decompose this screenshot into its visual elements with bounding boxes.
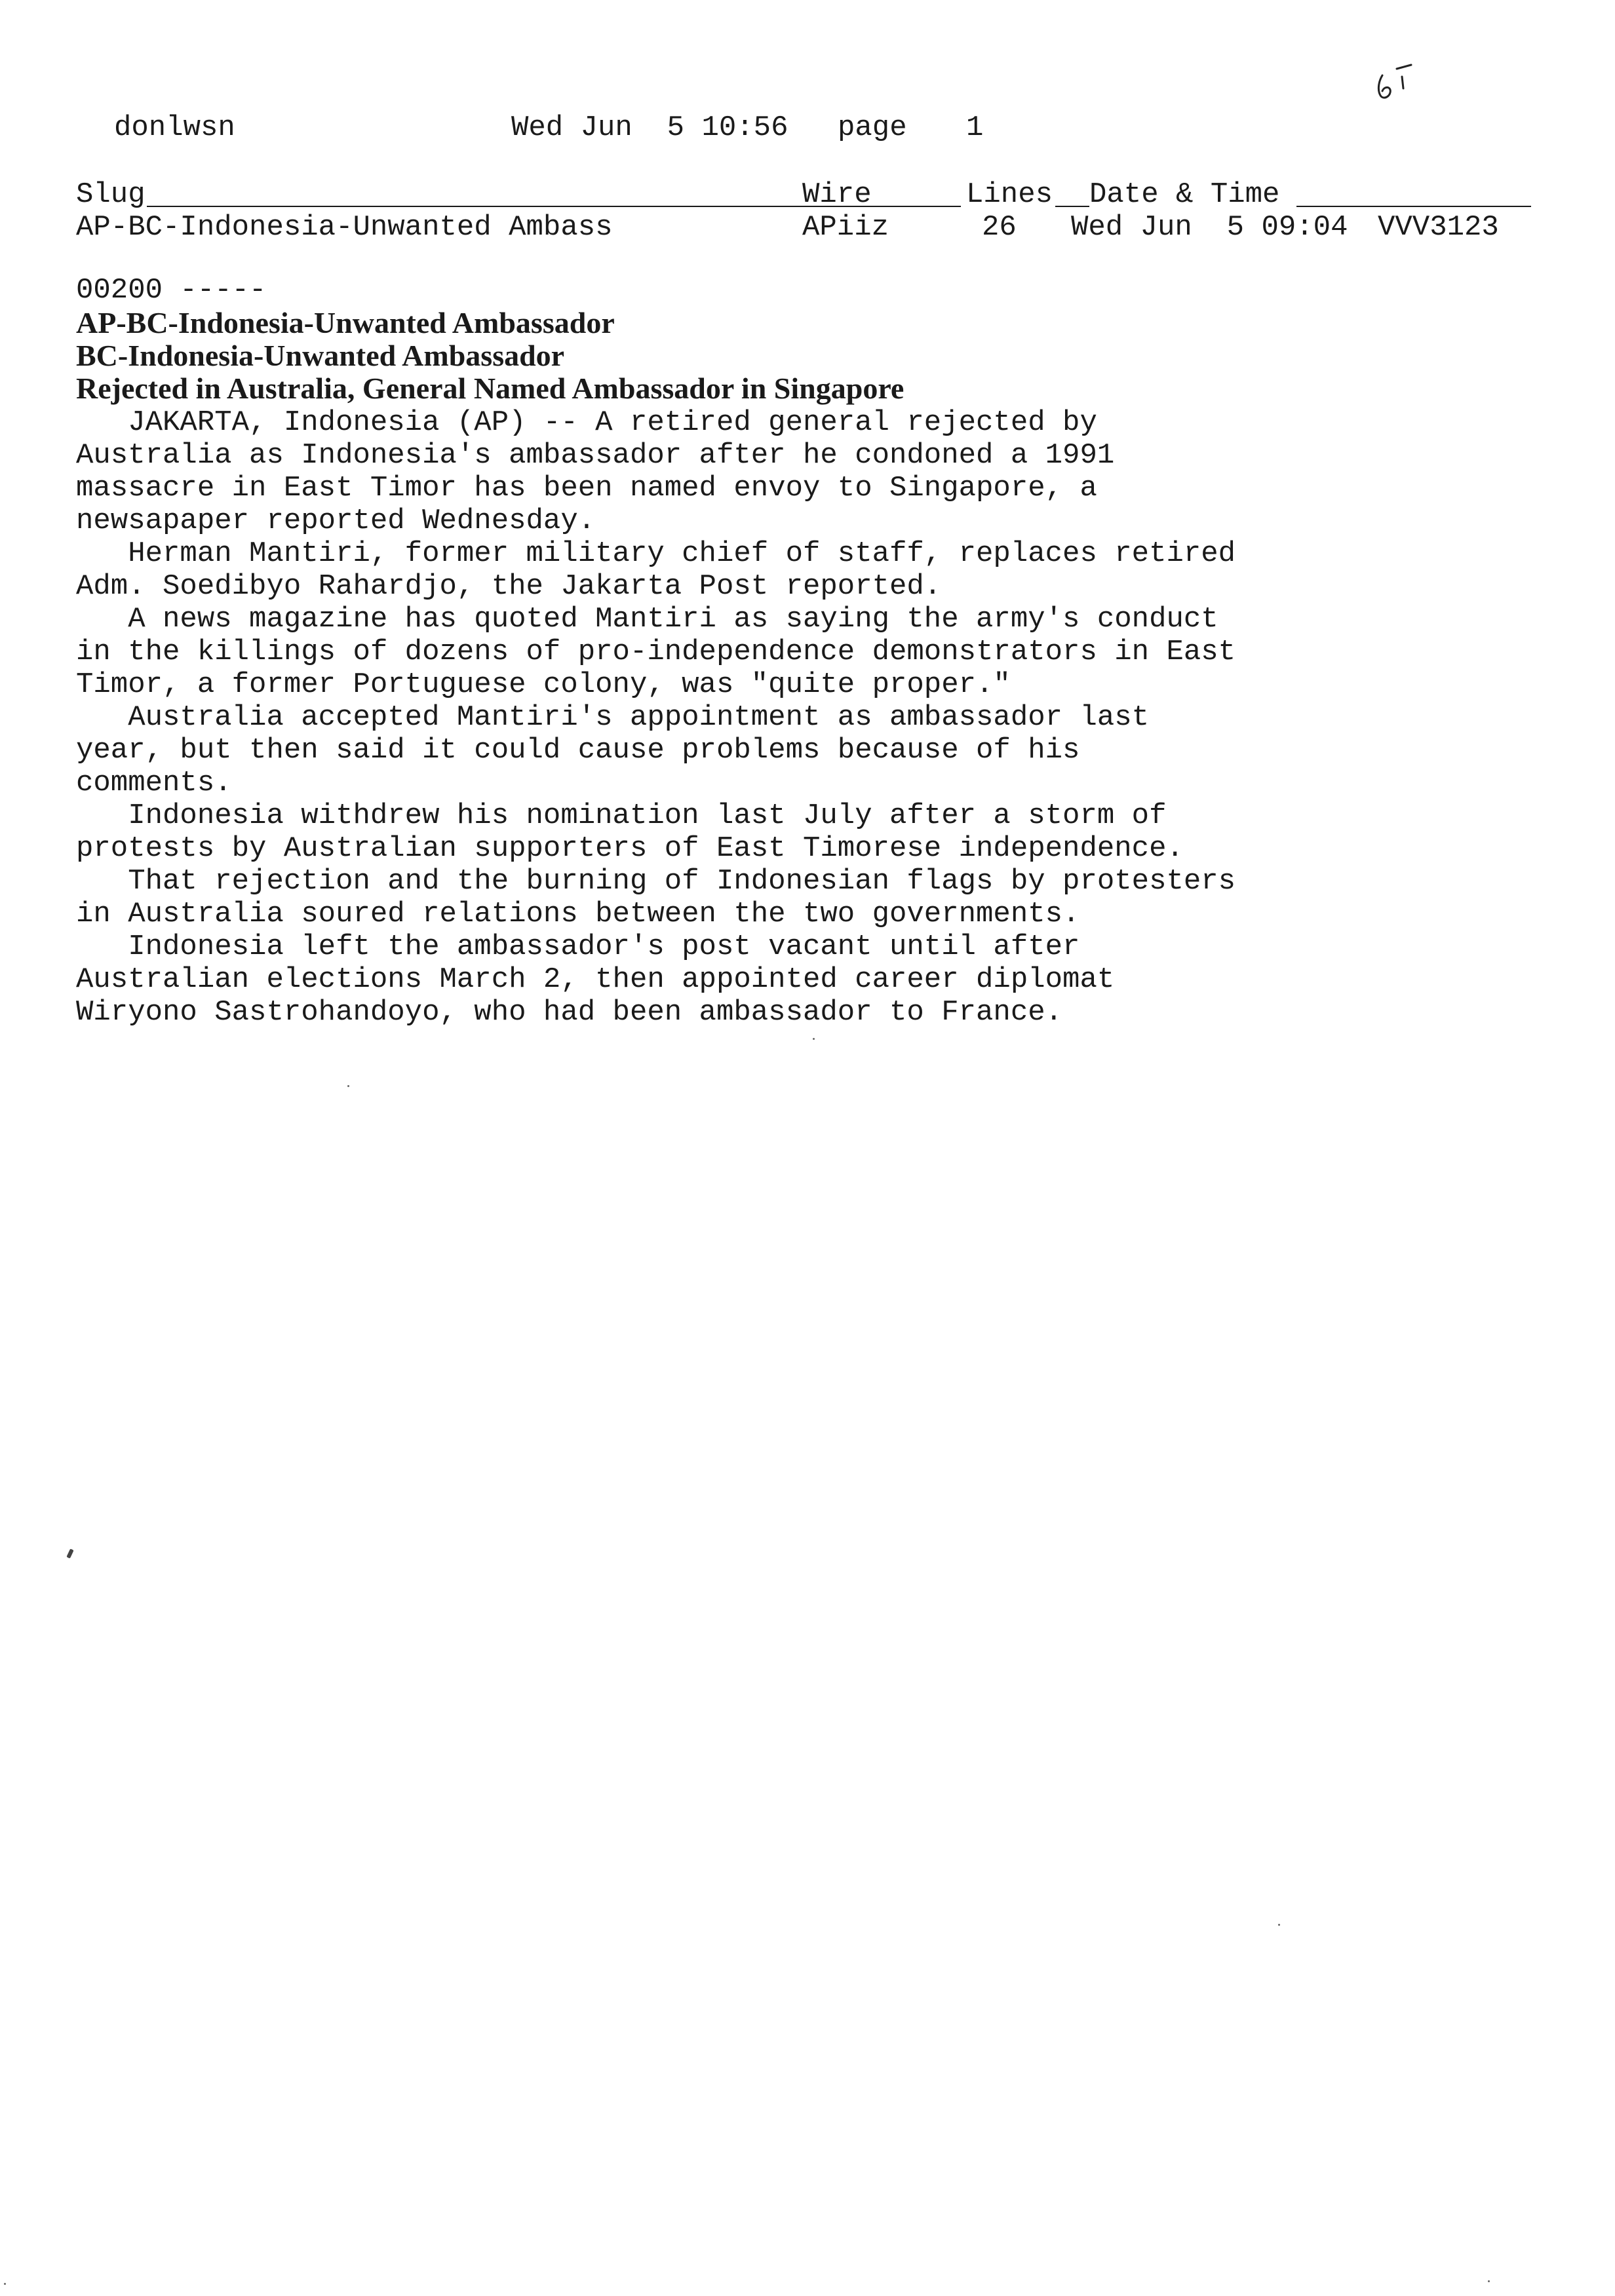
header-page-label: page [838,111,907,144]
row-lines: 26 [982,211,1017,244]
body-line: That rejection and the burning of Indonesian flags by protesters [76,865,1236,898]
row-slug: AP-BC-Indonesia-Unwanted Ambass [76,211,613,244]
body-line: newsapaper reported Wednesday. [76,505,596,537]
story-body [76,406,1544,1029]
header-date-time: Wed Jun 5 10:56 [511,111,788,144]
scan-speck [1488,2280,1490,2282]
row-wire: APiiz [802,211,889,244]
story-number: 00200 ----- [76,274,267,307]
body-line: year, but then said it could cause problems because of his [76,734,1080,767]
underline-date-time [1296,206,1531,207]
column-lines: Lines [966,178,1053,211]
body-line: Australia as Indonesia's ambassador after he condoned a 1991 [76,439,1115,472]
slug-table-header [76,178,1531,211]
row-code: VVV3123 [1378,211,1499,244]
underline-lines [1055,206,1089,207]
handwritten-annotation [1373,62,1419,108]
header-user: donlwsn [114,111,235,144]
body-line: protests by Australian supporters of East Timorese independence. [76,832,1184,865]
body-line: in the killings of dozens of pro-independence demonstrators in East [76,636,1236,668]
body-line: Wiryono Sastrohandoyo, who had been ambassador to France. [76,996,1063,1029]
column-wire: Wire [802,178,872,211]
body-line: Indonesia withdrew his nomination last July after a storm of [76,799,1167,832]
body-line: Australian elections March 2, then appointed career diplomat [76,963,1115,996]
underline-slug [147,206,873,207]
scan-speck [4,2283,6,2285]
body-line: JAKARTA, Indonesia (AP) -- A retired general rejected by [76,406,1097,439]
body-line: Indonesia left the ambassador's post vacant until after [76,930,1080,963]
headline-3: Rejected in Australia, General Named Ambassador in Singapore [76,372,905,405]
body-line: Timor, a former Portuguese colony, was "quite proper." [76,668,1011,701]
row-date-time: Wed Jun 5 09:04 [1071,211,1348,244]
headline-block [76,307,904,405]
double-rule-divider [76,252,1531,267]
body-line: A news magazine has quoted Mantiri as saying the army's conduct [76,603,1218,636]
body-line: Adm. Soedibyo Rahardjo, the Jakarta Post reported. [76,570,942,603]
headline-1: AP-BC-Indonesia-Unwanted Ambassador [76,306,615,339]
scan-speck [1278,1924,1280,1926]
column-slug: Slug [76,178,146,211]
slug-table-row [76,211,1531,244]
header-page-number: 1 [966,111,984,144]
body-line: in Australia soured relations between the two governments. [76,898,1080,930]
headline-2: BC-Indonesia-Unwanted Ambassador [76,339,565,372]
scan-speck [813,1038,815,1040]
scan-speck [347,1085,349,1087]
scan-mark [66,1548,73,1558]
body-line: Herman Mantiri, former military chief of staff, replaces retired [76,537,1236,570]
underline-wire [873,206,961,207]
body-line: massacre in East Timor has been named envoy to Singapore, a [76,472,1097,505]
body-line: comments. [76,767,232,799]
body-line: Australia accepted Mantiri's appointment as ambassador last [76,701,1150,734]
column-date-time: Date & Time [1089,178,1280,211]
